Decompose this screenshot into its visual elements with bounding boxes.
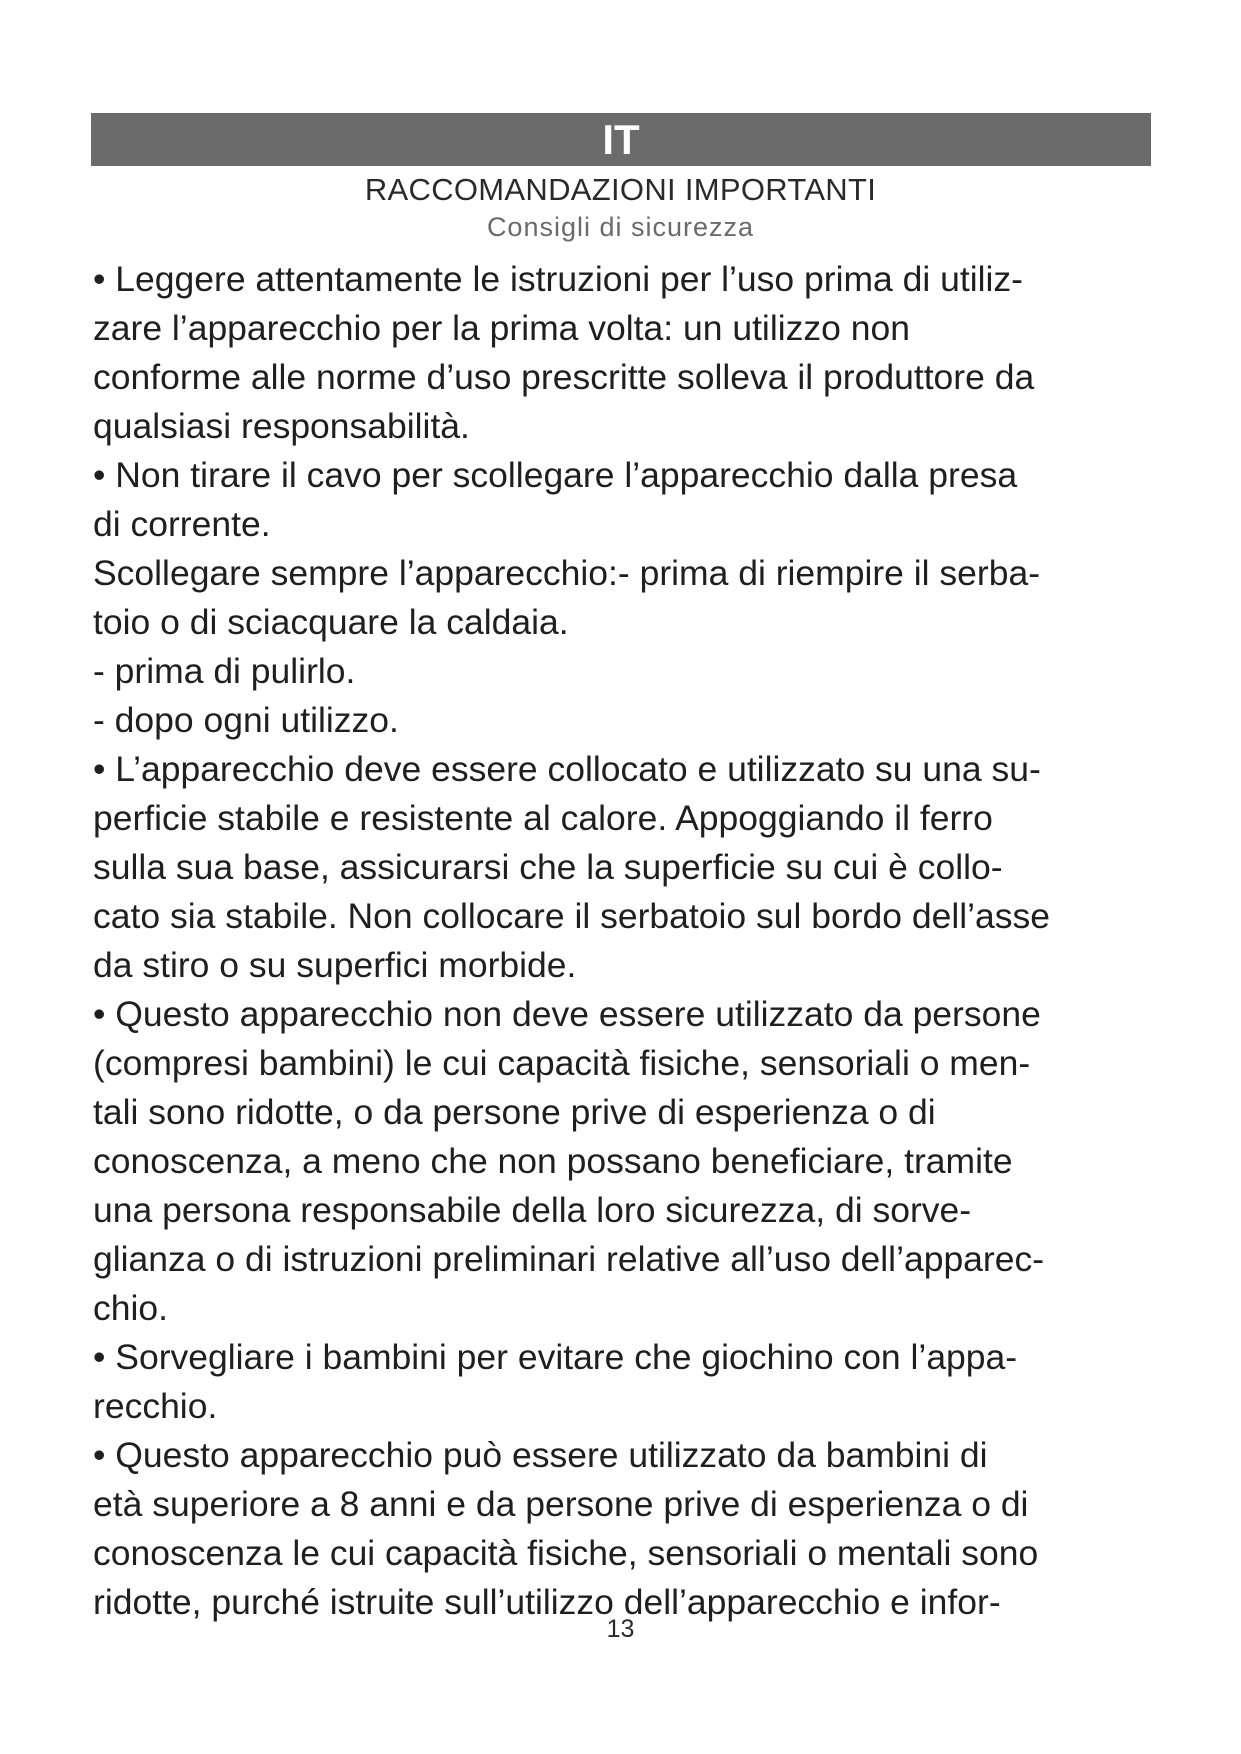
text-line: chio. [93, 1288, 168, 1328]
text-line: • Questo apparecchio può essere utilizzato da bambini di [93, 1435, 988, 1475]
section-subheading: Consigli di sicurezza [486, 212, 755, 242]
text-line: zare l’apparecchio per la prima volta: un utilizzo non [93, 308, 910, 348]
text-line: qualsiasi responsabilità. [93, 406, 470, 446]
text-line: sulla sua base, assicurarsi che la superficie su cui è collo- [93, 847, 1003, 887]
text-line: di corrente. [93, 504, 271, 544]
text-line: recchio. [93, 1386, 218, 1426]
text-line: tali sono ridotte, o da persone prive di esperienza o di [93, 1092, 936, 1132]
text-line: conoscenza le cui capacità fisiche, sensoriali o mentali sono [93, 1533, 1039, 1573]
text-line: - dopo ogni utilizzo. [93, 700, 399, 740]
text-line: ridotte, purché istruite sull’utilizzo dell’apparecchio e infor- [93, 1582, 1001, 1622]
text-line: - prima di pulirlo. [93, 651, 356, 691]
text-line: • Questo apparecchio non deve essere utilizzato da persone [93, 994, 1041, 1034]
text-line: • Leggere attentamente le istruzioni per l’uso prima di utiliz- [93, 259, 1023, 299]
text-line: una persona responsabile della loro sicurezza, di sorve- [93, 1190, 972, 1230]
text-line: • Non tirare il cavo per scollegare l’apparecchio dalla presa [93, 455, 1018, 495]
text-line: • Sorvegliare i bambini per evitare che giochino con l’appa- [93, 1337, 1018, 1377]
safety-instructions-text [93, 255, 1203, 1627]
text-line: da stiro o su superfici morbide. [93, 945, 577, 985]
text-line: (compresi bambini) le cui capacità fisiche, sensoriali o men- [93, 1043, 1031, 1083]
text-line: conoscenza, a meno che non possano beneficiare, tramite [93, 1141, 1013, 1181]
language-tab: IT [91, 113, 1151, 166]
text-line: glianza o di istruzioni preliminari relative all’uso dell’apparec- [93, 1239, 1045, 1279]
text-line: • L’apparecchio deve essere collocato e utilizzato su una su- [93, 749, 1041, 789]
text-line: conforme alle norme d’uso prescritte solleva il produttore da [93, 357, 1035, 397]
text-line: cato sia stabile. Non collocare il serbatoio sul bordo dell’asse [93, 896, 1051, 936]
text-line: toio o di sciacquare la caldaia. [93, 602, 569, 642]
text-line: età superiore a 8 anni e da persone prive di esperienza o di [93, 1484, 1029, 1524]
text-line: perficie stabile e resistente al calore. Appoggiando il ferro [93, 798, 993, 838]
text-line: Scollegare sempre l’apparecchio:- prima di riempire il serba- [93, 553, 1041, 593]
page-number: 13 [606, 1615, 635, 1643]
section-heading: RACCOMANDAZIONI IMPORTANTI [364, 172, 877, 207]
